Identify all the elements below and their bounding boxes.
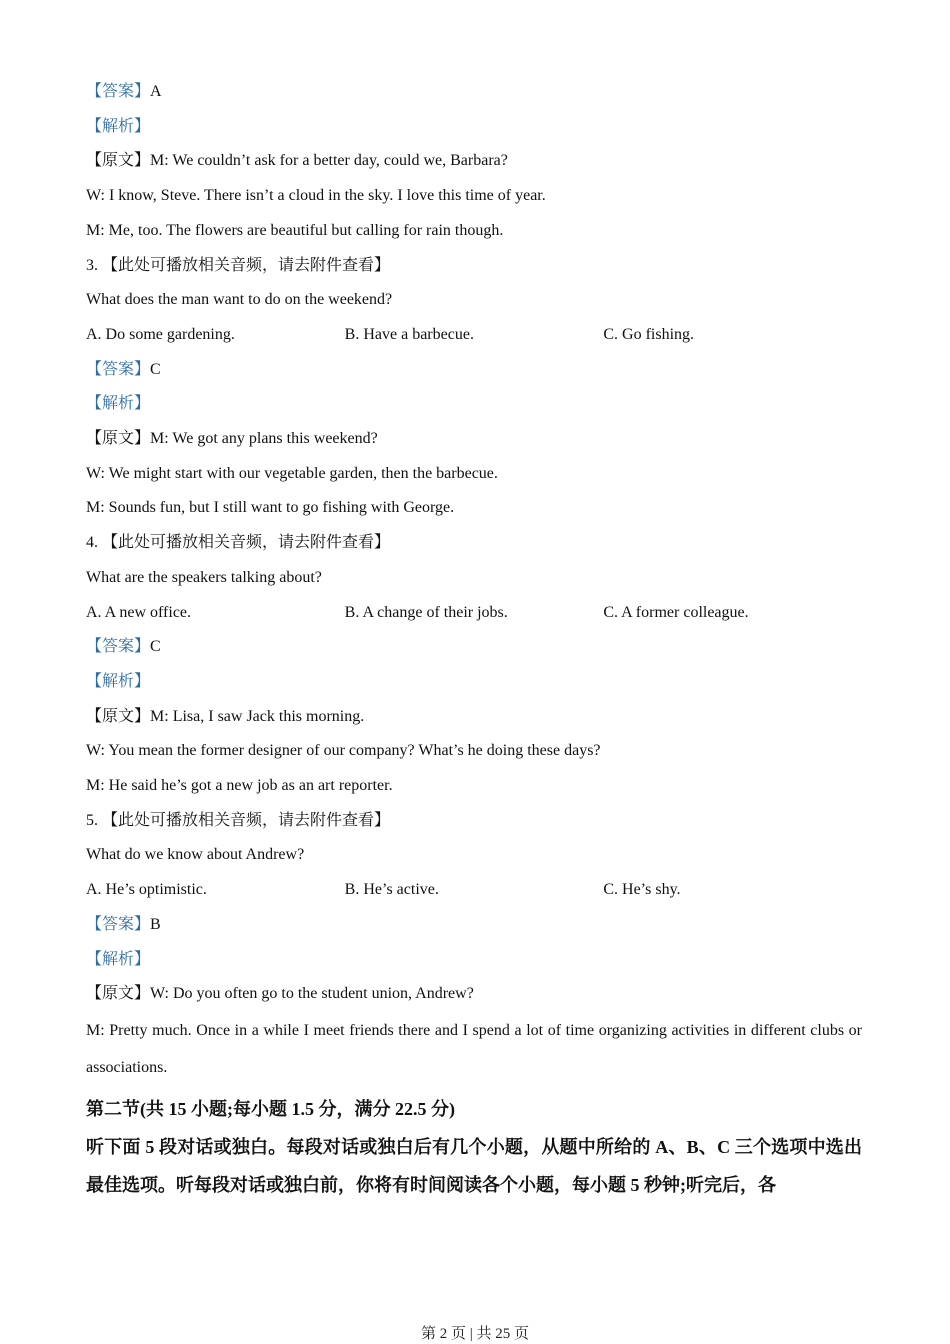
transcript-line: 【原文】W: Do you often go to the student union, Andrew? xyxy=(86,985,474,1003)
transcript-line: W: We might start with our vegetable garden, then the barbecue. xyxy=(86,464,498,482)
transcript-paragraph: M: Pretty much. Once in a while I meet friends there and I spend a lot of time organizing activities in different clubs or associations. xyxy=(86,1021,862,1076)
q3-question: What does the man want to do on the weekend? xyxy=(86,291,393,309)
analysis-tag: 【解析】 xyxy=(86,395,151,413)
transcript-line: 【原文】M: We got any plans this weekend? xyxy=(86,430,378,448)
q3-audio-header[interactable]: 3. 【此处可播放相关音频，请去附件查看】 xyxy=(86,256,391,274)
transcript-tag: 【原文】 xyxy=(86,152,151,170)
q5-options xyxy=(86,873,862,908)
q5-audio-header[interactable]: 5. 【此处可播放相关音频，请去附件查看】 xyxy=(86,811,391,829)
option-c: C. A former colleague. xyxy=(603,603,749,621)
section-instructions: 听下面 5 段对话或独白。每段对话或独白后有几个小题，从题中所给的 A、B、C 三个选项中选出最佳选项。听每段对话或独白前，你将有时间阅读各个小题，每小题 5 秒钟;听完后，各 xyxy=(86,1136,862,1195)
option-a: A. A new office. xyxy=(86,603,192,621)
answer-value: A xyxy=(150,83,162,100)
analysis-tag: 【解析】 xyxy=(86,950,151,968)
option-b: B. A change of their jobs. xyxy=(344,603,508,621)
section-title: 第二节(共 15 小题;每小题 1.5 分，满分 22.5 分) xyxy=(86,1098,455,1119)
q4-audio-header[interactable]: 4. 【此处可播放相关音频，请去附件查看】 xyxy=(86,534,391,552)
answer-value: B xyxy=(150,915,161,933)
option-a: A. Do some gardening. xyxy=(86,325,235,343)
q5-answer-row xyxy=(86,908,862,943)
answer-tag: 【答案】 xyxy=(86,360,151,378)
transcript-line: W: I know, Steve. There isn’t a cloud in the sky. I love this time of year. xyxy=(86,187,546,205)
transcript-line: M: Me, too. The flowers are beautiful but calling for rain though. xyxy=(86,221,504,239)
answer-tag: 【答案】 xyxy=(86,915,151,933)
option-b: B. He’s active. xyxy=(344,881,439,899)
analysis-tag: 【解析】 xyxy=(86,672,151,690)
transcript-line: W: You mean the former designer of our company? What’s he doing these days? xyxy=(86,742,601,760)
transcript-tag: 【原文】 xyxy=(86,707,151,725)
option-c: C. Go fishing. xyxy=(603,325,695,343)
q2-answer-row xyxy=(86,75,862,110)
q4-question: What are the speakers talking about? xyxy=(86,568,322,586)
q5-question: What do we know about Andrew? xyxy=(86,846,305,864)
q4-options xyxy=(86,596,862,631)
q4-answer-row xyxy=(86,630,862,665)
analysis-tag: 【解析】 xyxy=(86,117,151,135)
q3-answer-row xyxy=(86,353,862,388)
transcript-tag: 【原文】 xyxy=(86,985,151,1003)
page-footer: 第 2 页 | 共 25 页 xyxy=(420,1326,529,1342)
transcript-tag: 【原文】 xyxy=(86,430,151,448)
option-b: B. Have a barbecue. xyxy=(344,325,474,343)
document-page xyxy=(86,75,862,1204)
option-c: C. He’s shy. xyxy=(603,881,681,899)
answer-tag: 【答案】 xyxy=(86,638,151,656)
answer-tag: 【答案】 xyxy=(86,83,151,100)
answer-value: C xyxy=(150,638,161,656)
transcript-line: M: He said he’s got a new job as an art reporter. xyxy=(86,777,393,795)
transcript-line: M: Sounds fun, but I still want to go fishing with George. xyxy=(86,499,455,517)
q3-options xyxy=(86,318,862,353)
option-a: A. He’s optimistic. xyxy=(86,881,207,899)
answer-value: C xyxy=(150,360,161,378)
transcript-line: 【原文】M: Lisa, I saw Jack this morning. xyxy=(86,707,365,725)
transcript-line: 【原文】M: We couldn’t ask for a better day, could we, Barbara? xyxy=(86,152,508,170)
